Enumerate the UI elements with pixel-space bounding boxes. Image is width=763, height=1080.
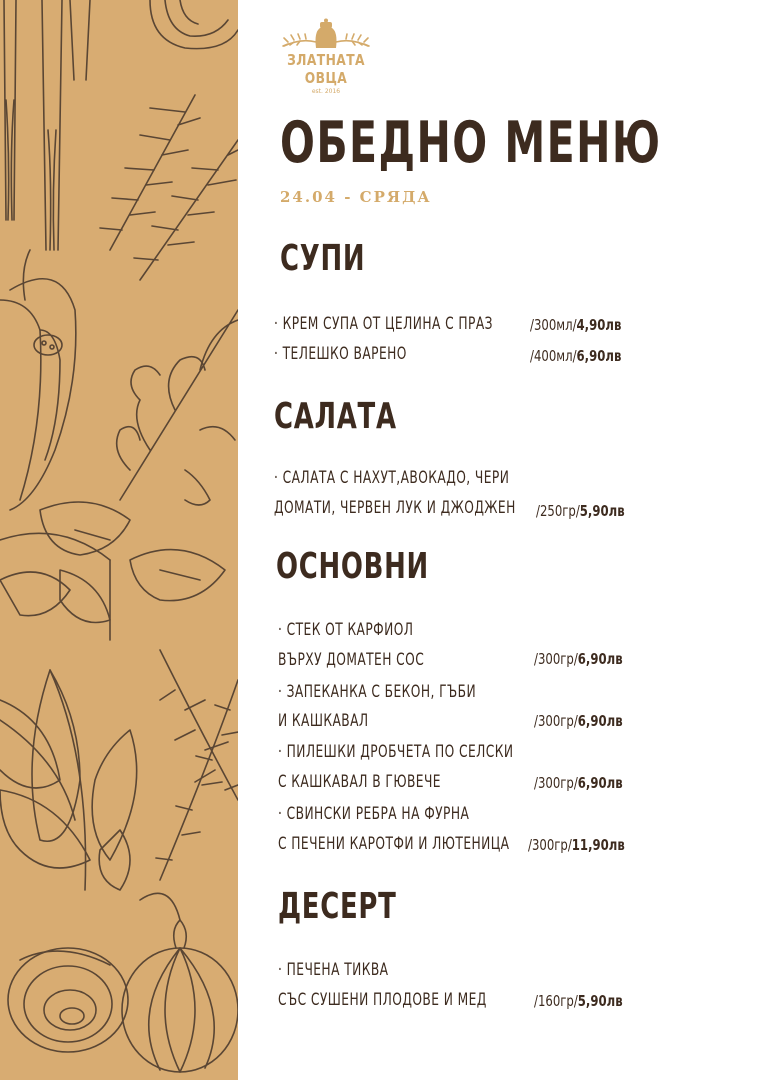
portion-size: /300гр/ [528, 836, 572, 854]
onion-top-icon [150, 0, 238, 49]
soup-item-1-name: · КРЕМ СУПА ОТ ЦЕЛИНА С ПРАЗ [274, 314, 493, 334]
price-value: 5,90лв [579, 502, 625, 520]
main-item-3-line2: С КАШКАВАЛ В ГЮВЕЧЕ [278, 772, 441, 792]
main-item-2-line1: · ЗАПЕКАНКА С БЕКОН, ГЪБИ [278, 682, 477, 702]
price-value: 6,90лв [577, 650, 623, 668]
portion-size: /300мл/ [530, 316, 577, 334]
portion-size: /300гр/ [534, 712, 578, 730]
lemongrass-icon [4, 0, 90, 250]
parsley-icon [117, 310, 238, 505]
price-value: 4,90лв [576, 316, 622, 334]
soup-item-2-name: · ТЕЛЕШКО ВАРЕНО [274, 344, 407, 364]
main-item-2-price [534, 712, 623, 730]
salad-item-1-price [536, 502, 625, 520]
soup-item-1-price [530, 316, 621, 334]
main-item-1-price [534, 650, 623, 668]
logo-name-line1: ЗЛАТНАТА [287, 51, 365, 69]
bay-leaf-icon [0, 670, 137, 890]
menu-date: 24.04 - СРЯДА [280, 188, 432, 206]
herb-illustration [0, 0, 238, 1080]
portion-size: /160гр/ [534, 992, 578, 1010]
price-value: 6,90лв [577, 712, 623, 730]
rosemary-icon [100, 95, 238, 280]
portion-size: /300гр/ [534, 774, 578, 792]
menu-title: ОБЕДНО МЕНЮ [280, 110, 662, 176]
pepper-icon [0, 250, 76, 510]
basil-icon [0, 502, 225, 640]
section-heading-mains: ОСНОВНИ [276, 546, 429, 587]
restaurant-logo [276, 18, 376, 100]
main-item-4-line2: С ПЕЧЕНИ КАРОТФИ И ЛЮТЕНИЦА [278, 834, 510, 854]
dessert-item-1-line2: СЪС СУШЕНИ ПЛОДОВЕ И МЕД [278, 990, 487, 1010]
salad-item-1-line1: · САЛАТА С НАХУТ,АВОКАДО, ЧЕРИ [274, 468, 510, 488]
salad-item-1-line2: ДОМАТИ, ЧЕРВЕН ЛУК И ДЖОДЖЕН [274, 498, 516, 518]
main-item-3-line1: · ПИЛЕШКИ ДРОБЧЕТА ПО СЕЛСКИ [278, 742, 514, 762]
price-value: 6,90лв [576, 347, 622, 365]
price-value: 6,90лв [577, 774, 623, 792]
main-item-2-line2: И КАШКАВАЛ [278, 711, 369, 731]
onion-icon [8, 920, 238, 1072]
dill-icon [140, 650, 238, 920]
logo-established: est. 2016 [311, 88, 341, 95]
section-heading-dessert: ДЕСЕРТ [278, 886, 397, 927]
section-heading-salad: САЛАТА [274, 396, 397, 437]
portion-size: /400мл/ [530, 347, 577, 365]
main-item-1-line2: ВЪРХУ ДОМАТЕН СОС [278, 650, 425, 670]
portion-size: /250гр/ [536, 502, 580, 520]
herb-illustration-panel [0, 0, 238, 1080]
main-item-1-line1: · СТЕК ОТ КАРФИОЛ [278, 620, 414, 640]
menu-content [238, 0, 763, 1080]
price-value: 11,90лв [571, 836, 625, 854]
main-item-4-line1: · СВИНСКИ РЕБРА НА ФУРНА [278, 804, 470, 824]
portion-size: /300гр/ [534, 650, 578, 668]
soup-item-2-price [530, 347, 621, 365]
dessert-item-1-line1: · ПЕЧЕНА ТИКВА [278, 960, 389, 980]
main-item-3-price [534, 774, 623, 792]
dessert-item-1-price [534, 992, 623, 1010]
section-heading-soups: СУПИ [280, 238, 366, 279]
main-item-4-price [528, 836, 625, 854]
price-value: 5,90лв [577, 992, 623, 1010]
logo-name-line2: ОВЦА [304, 69, 348, 87]
